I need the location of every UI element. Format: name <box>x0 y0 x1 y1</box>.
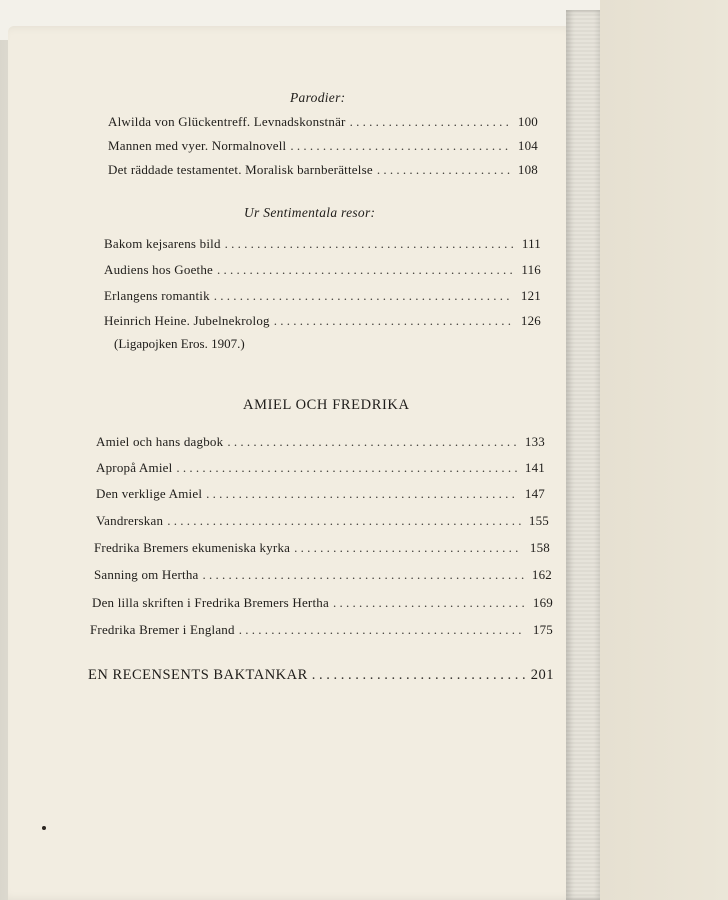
entry-page-number: 155 <box>528 513 549 528</box>
leader-dots <box>333 595 525 611</box>
toc-entry <box>96 486 545 502</box>
entry-title: Den verklige Amiel <box>96 486 203 501</box>
leader-dots <box>350 114 510 130</box>
entry-page-number: 175 <box>532 622 553 637</box>
toc-entry <box>104 236 541 252</box>
toc-entry <box>108 162 538 178</box>
section-heading-parodier: Parodier: <box>290 90 346 105</box>
leader-dots <box>239 622 525 638</box>
entry-page-number: 100 <box>517 114 538 129</box>
entry-title: Vandrerskan <box>96 513 164 528</box>
toc-entry <box>96 513 549 529</box>
entry-title: Heinrich Heine. Jubelnekrolog <box>104 313 270 328</box>
entry-title: Erlangens romantik <box>104 288 210 303</box>
leader-dots <box>217 262 513 278</box>
leader-dots <box>377 162 510 178</box>
entry-title: Audiens hos Goethe <box>104 262 214 277</box>
entry-title: Bakom kejsarens bild <box>104 236 221 251</box>
entry-title: Sanning om Hertha <box>94 567 199 582</box>
leader-dots <box>167 513 521 529</box>
entry-page-number: 116 <box>521 262 541 277</box>
entry-title: Fredrika Bremer i England <box>90 622 235 637</box>
toc-entry <box>104 262 541 278</box>
toc-entry <box>108 138 538 154</box>
leader-dots <box>176 460 517 476</box>
entry-title: Apropå Amiel <box>96 460 173 475</box>
toc-entry <box>94 567 552 583</box>
entry-page-number: 147 <box>524 486 545 501</box>
entry-page-number: 108 <box>517 162 538 177</box>
entry-page-number: 169 <box>532 595 553 610</box>
leader-dots <box>225 236 513 252</box>
toc-entry <box>108 114 538 130</box>
entry-title: Det räddade testamentet. Moralisk barnberättelse <box>108 162 373 177</box>
toc-entry <box>92 595 553 611</box>
source-note: (Ligapojken Eros. 1907.) <box>114 336 245 351</box>
entry-title: Alwilda von Glückentreff. Levnadskonstnär <box>108 114 346 129</box>
entry-title: Fredrika Bremers ekumeniska kyrka <box>94 540 291 555</box>
section-heading-amiel-och-fredrika: AMIEL OCH FREDRIKA <box>243 397 410 413</box>
toc-entry <box>94 540 550 556</box>
entry-title: Amiel och hans dagbok <box>96 434 224 449</box>
leader-dots <box>206 486 517 502</box>
entry-page-number: 126 <box>520 313 541 328</box>
entry-page-number: 162 <box>531 567 552 582</box>
entry-title: Den lilla skriften i Fredrika Bremers Hertha <box>92 595 329 610</box>
entry-title: EN RECENSENTS BAKTANKAR <box>88 667 308 683</box>
toc-entry-en-recensents-baktankar <box>88 667 554 684</box>
leader-dots <box>294 540 522 556</box>
toc-entry <box>96 460 545 476</box>
toc-entry <box>104 313 541 329</box>
toc-entry <box>96 434 545 450</box>
entry-page-number: 201 <box>530 667 554 683</box>
entry-page-number: 104 <box>517 138 538 153</box>
entry-page-number: 133 <box>524 434 545 449</box>
entry-page-number: 121 <box>520 288 541 303</box>
leader-dots <box>214 288 513 304</box>
entry-page-number: 158 <box>529 540 550 555</box>
entry-title: Mannen med vyer. Normalnovell <box>108 138 287 153</box>
entry-page-number: 111 <box>521 236 541 251</box>
toc-entry <box>90 622 553 638</box>
leader-dots <box>203 567 525 583</box>
section-heading-sentimentala-resor: Ur Sentimentala resor: <box>244 205 376 220</box>
leader-dots <box>274 313 513 329</box>
leader-dots <box>290 138 510 154</box>
leader-dots <box>227 434 517 450</box>
leader-dots <box>312 667 526 684</box>
entry-page-number: 141 <box>524 460 545 475</box>
toc-entry <box>104 288 541 304</box>
